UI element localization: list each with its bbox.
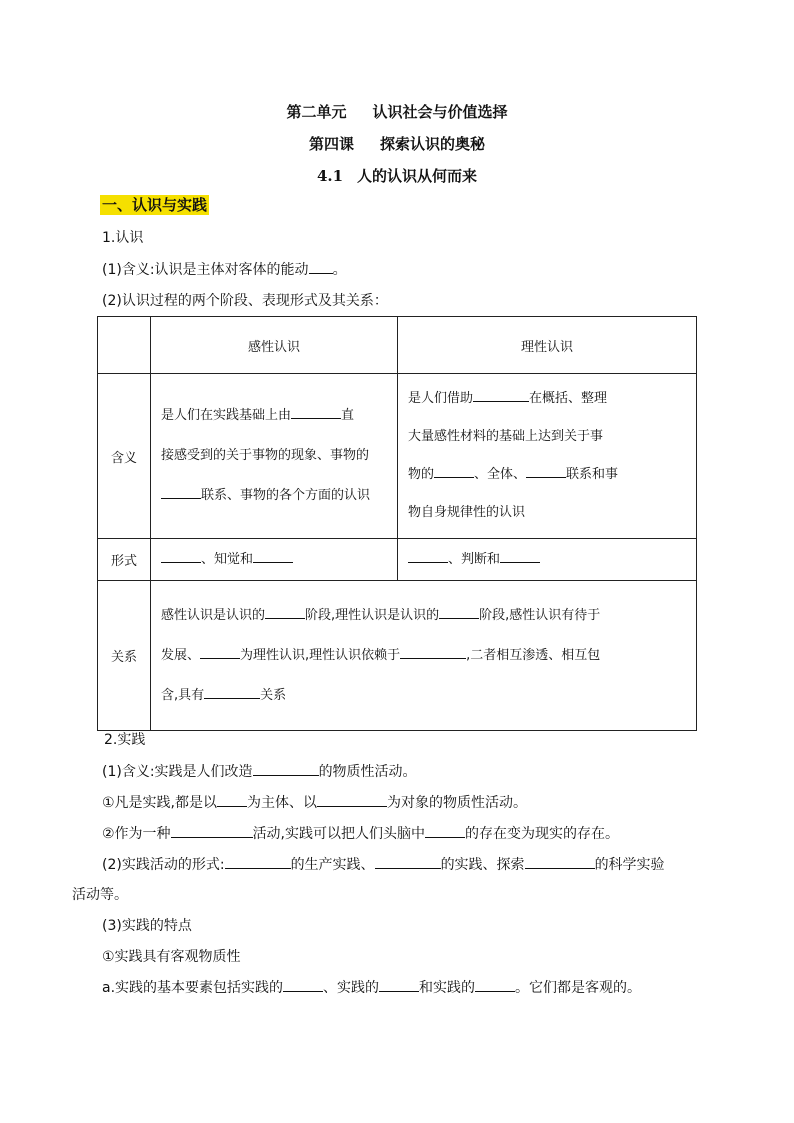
section-title: 人的认识从何而来 [357, 167, 478, 185]
fill-blank [253, 761, 319, 776]
fill-blank [200, 644, 240, 659]
practice-forms-cont: 活动等。 [72, 887, 128, 903]
text: ②作为一种 [102, 826, 171, 842]
text: 大量感性材料的基础上达到关于事 [408, 429, 604, 444]
text: (2)实践活动的形式: [102, 857, 225, 873]
cell-meaning-rational [398, 374, 697, 539]
practice-subject-object [102, 792, 527, 813]
text: 、判断和 [448, 551, 501, 567]
text: 、全体、 [474, 467, 527, 482]
cell-text [151, 590, 696, 722]
fill-blank [408, 548, 448, 563]
fill-blank [439, 604, 479, 619]
text: 阶段,感性认识有待于 [479, 607, 601, 623]
text: 为对象的物质性活动。 [387, 795, 528, 811]
practice-meaning [102, 761, 417, 782]
text: 的科学实验 [594, 857, 665, 873]
point-2-title: 2.实践 [104, 732, 146, 748]
fill-blank [253, 548, 293, 563]
text: 物自身规律性的认识 [408, 505, 526, 520]
text: 。它们都是客观的。 [515, 980, 642, 996]
cognition-table [97, 316, 697, 731]
text: 感性认识是认识的 [161, 607, 266, 623]
row-label-meaning: 含义 [98, 374, 151, 539]
fill-blank [500, 548, 540, 563]
practice-activity [102, 823, 619, 844]
text: 、实践的 [323, 980, 380, 996]
fill-blank [526, 463, 566, 478]
text: 在概括、整理 [529, 391, 608, 406]
cell-text [151, 541, 397, 579]
cell-meaning-perceptual [151, 374, 398, 539]
row-label-relation: 关系 [98, 581, 151, 731]
section-heading [0, 165, 794, 186]
fill-blank [291, 404, 341, 419]
text: 联系和事 [566, 467, 619, 482]
fill-blank [283, 977, 323, 992]
point-1-title: 1.认识 [102, 230, 144, 246]
text: 和实践的 [419, 980, 476, 996]
fill-blank [525, 854, 595, 869]
text: a.实践的基本要素包括实践的 [102, 980, 284, 996]
lesson-heading [0, 133, 794, 154]
fill-blank [425, 823, 465, 838]
fill-blank [265, 604, 305, 619]
lesson-title: 探索认识的奥秘 [380, 135, 486, 153]
fill-blank [400, 644, 466, 659]
unit-number: 第二单元 [286, 103, 347, 121]
text: 是人们借助 [408, 391, 474, 406]
text: 物的 [408, 467, 435, 482]
practice-elements [102, 977, 641, 998]
fill-blank [161, 548, 201, 563]
text: 活动,实践可以把人们头脑中 [252, 826, 426, 842]
fill-blank [473, 387, 529, 402]
text: 为主体、以 [247, 795, 318, 811]
text: ,二者相互渗透、相互包 [466, 647, 601, 663]
text: 、知觉和 [201, 551, 254, 567]
text: 的存在变为现实的存在。 [465, 826, 620, 842]
header-rational: 理性认识 [398, 317, 697, 374]
practice-forms [102, 854, 665, 875]
cell-form-rational [398, 539, 697, 581]
fill-blank [475, 977, 515, 992]
text: 关系 [260, 687, 287, 703]
practice-feature-1: ①实践具有客观物质性 [102, 949, 241, 965]
fill-blank [379, 977, 419, 992]
section-number: 4.1 [316, 167, 344, 185]
practice-features-title: (3)实践的特点 [102, 918, 192, 934]
text: 的物质性活动。 [318, 764, 417, 780]
text: 含,具有 [161, 687, 205, 703]
point-1-meaning [102, 259, 347, 280]
fill-blank [375, 854, 441, 869]
text: (1)含义:认识是主体对客体的能动 [102, 262, 309, 278]
text: 阶段,理性认识是认识的 [305, 607, 440, 623]
cell-relation [151, 581, 697, 731]
fill-blank [217, 792, 247, 807]
row-label-form: 形式 [98, 539, 151, 581]
text: ①凡是实践,都是以 [102, 795, 218, 811]
point-1-process: (2)认识过程的两个阶段、表现形式及其关系： [102, 293, 388, 309]
text: 发展、 [161, 647, 201, 663]
cell-text [151, 390, 397, 522]
text: 联系、事物的各个方面的认识 [201, 488, 371, 503]
text: 的生产实践、 [290, 857, 375, 873]
text: (1)含义:实践是人们改造 [102, 764, 253, 780]
text: 直 [341, 408, 355, 423]
fill-blank [434, 463, 474, 478]
fill-blank [225, 854, 291, 869]
highlighted-section-title: 一、认识与实践 [102, 196, 208, 214]
fill-blank [317, 792, 387, 807]
fill-blank [171, 823, 253, 838]
text: 接感受到的关于事物的现象、事物的 [161, 448, 370, 463]
text: 的实践、探索 [440, 857, 525, 873]
unit-title: 认识社会与价值选择 [372, 103, 508, 121]
fill-blank [161, 484, 201, 499]
text: 。 [332, 262, 347, 278]
cell-text [398, 541, 696, 579]
fill-blank [309, 259, 333, 274]
unit-heading [0, 101, 794, 122]
table-corner-cell [98, 317, 151, 374]
lesson-number: 第四课 [308, 135, 354, 153]
fill-blank [204, 684, 260, 699]
cell-form-perceptual [151, 539, 398, 581]
text: 为理性认识,理性认识依赖于 [240, 647, 401, 663]
header-perceptual: 感性认识 [151, 317, 398, 374]
text: 是人们在实践基础上由 [161, 408, 292, 423]
cell-text [398, 374, 696, 538]
